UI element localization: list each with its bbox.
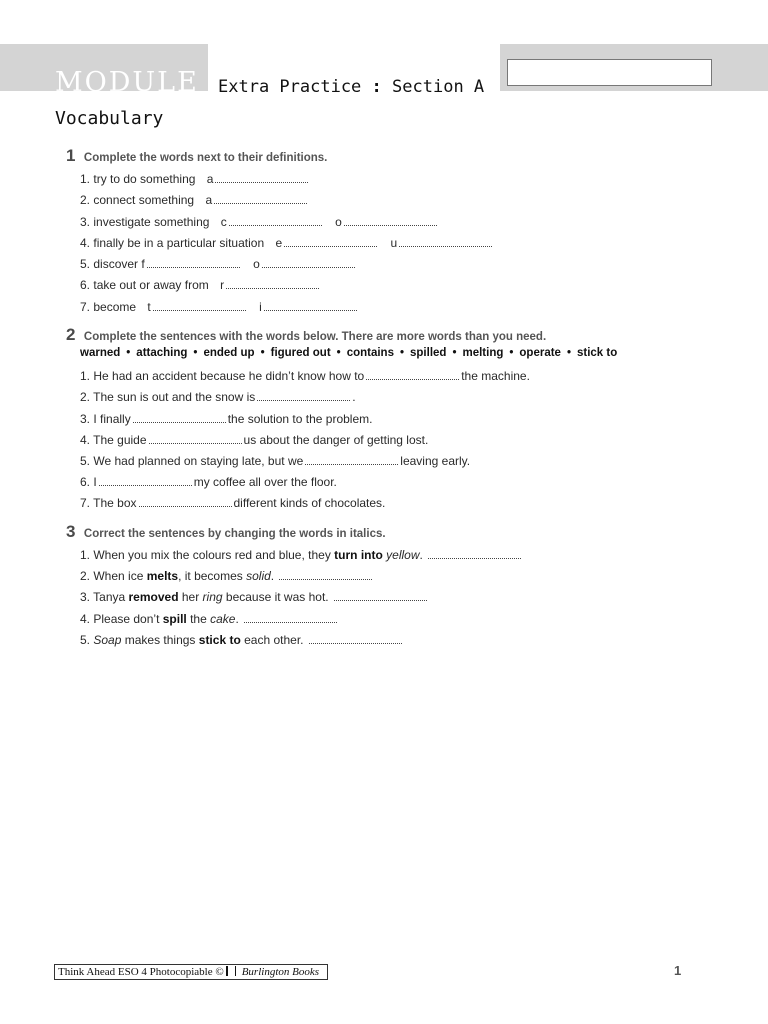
answer-blank[interactable]: [264, 301, 357, 311]
title-left: Extra Practice: [218, 77, 362, 97]
sentence-text: Please don’t: [93, 612, 163, 626]
bold-word: stick to: [198, 633, 241, 647]
exercise-3-item: [80, 613, 339, 625]
module-label: MODULE 2: [55, 67, 229, 98]
word-bank-item: contains: [346, 347, 394, 359]
bold-word: spill: [162, 612, 187, 626]
item-definition: finally be in a particular situation: [93, 236, 265, 250]
word-bank-item: stick to: [576, 347, 618, 359]
item-number: 4.: [80, 612, 91, 626]
word-bank-item: attaching: [136, 347, 188, 359]
sentence-text: .: [270, 569, 275, 583]
answer-blank[interactable]: [226, 279, 319, 289]
sentence-end: the machine.: [461, 369, 530, 383]
italic-word: cake: [210, 612, 236, 626]
sentence-end: my coffee all over the floor.: [193, 475, 337, 489]
answer-blank[interactable]: [428, 549, 521, 559]
item-definition: investigate something: [93, 215, 210, 229]
sentence-start: I finally: [93, 412, 131, 426]
item-number: 5.: [80, 454, 91, 468]
item-number: 7.: [80, 496, 91, 510]
answer-blank[interactable]: [399, 237, 492, 247]
exercise-2-instruction: Complete the sentences with the words below. There are more words than you need.: [83, 331, 547, 343]
answer-blank[interactable]: [366, 370, 459, 380]
item-number: 4.: [80, 236, 91, 250]
bold-word: melts: [146, 569, 179, 583]
sentence-start: The guide: [93, 433, 147, 447]
exercise-1-heading: [66, 147, 327, 165]
answer-blank[interactable]: [309, 634, 402, 644]
word-bank-item: melting: [462, 347, 504, 359]
exercise-3-heading: [66, 523, 386, 541]
exercise-2-heading: [66, 326, 546, 344]
answer-blank[interactable]: [334, 591, 427, 601]
answer-blank[interactable]: [244, 613, 337, 623]
answer-blank[interactable]: [279, 570, 372, 580]
exercise-1-item: [80, 216, 439, 228]
sentence-text: because it was hot.: [222, 590, 329, 604]
word-bank-separator: •: [399, 347, 405, 359]
answer-blank[interactable]: [149, 434, 242, 444]
page-title: [218, 79, 484, 96]
word-bank-separator: •: [193, 347, 198, 359]
word-bank-item: warned: [80, 347, 121, 359]
section-title: Vocabulary: [55, 108, 164, 129]
item-number: 6.: [80, 278, 91, 292]
item-number: 3.: [80, 590, 91, 604]
exercise-1-item: [80, 194, 309, 206]
item-number: 7.: [80, 300, 91, 314]
sentence-text: the: [186, 612, 211, 626]
exercise-2-item: [80, 497, 385, 509]
item-letter: o: [335, 215, 342, 229]
item-number: 5.: [80, 633, 91, 647]
answer-blank[interactable]: [229, 216, 322, 226]
sentence-text: makes things: [121, 633, 199, 647]
sentence-end: .: [352, 390, 356, 404]
item-number: 1.: [80, 172, 91, 186]
exercise-3-item: [80, 591, 429, 603]
answer-blank[interactable]: [147, 258, 240, 268]
item-letter: c: [220, 215, 227, 229]
item-definition: take out or away from: [93, 278, 209, 292]
exercise-1-instruction: Complete the words next to their definitions.: [83, 152, 328, 164]
sentence-text: When ice: [93, 569, 147, 583]
item-definition: become: [93, 300, 137, 314]
exercise-2-number: 2: [66, 325, 76, 344]
exercise-3-number: 3: [66, 522, 76, 541]
word-bank-item: spilled: [410, 347, 447, 359]
title-right: Section A: [392, 77, 485, 97]
item-letter: a: [206, 172, 214, 186]
sentence-text: her: [178, 590, 203, 604]
word-bank-item: ended up: [203, 347, 255, 359]
answer-blank[interactable]: [139, 497, 232, 507]
sentence-end: the solution to the problem.: [227, 412, 373, 426]
answer-blank[interactable]: [284, 237, 377, 247]
sentence-text: .: [235, 612, 239, 626]
item-letter: t: [147, 300, 151, 314]
answer-blank[interactable]: [344, 216, 437, 226]
exercise-2-item: [80, 413, 372, 425]
item-letter: i: [259, 300, 262, 314]
sentence-text: , it becomes: [178, 569, 247, 583]
answer-blank[interactable]: [214, 194, 307, 204]
word-bank-item: operate: [519, 347, 561, 359]
copyright-text: Think Ahead ESO 4 Photocopiable ©: [58, 966, 224, 978]
sentence-start: I: [93, 475, 97, 489]
exercise-2-item: [80, 391, 356, 403]
item-number: 5.: [80, 257, 91, 271]
answer-blank[interactable]: [153, 301, 246, 311]
word-bank: [80, 348, 617, 360]
item-number: 2.: [80, 390, 91, 404]
sentence-text: When you mix the colours red and blue, they: [93, 548, 335, 562]
exercise-2-item: [80, 476, 337, 488]
page-number: 1: [674, 963, 682, 978]
sentence-start: The sun is out and the snow is: [93, 390, 256, 404]
item-definition: connect something: [93, 193, 195, 207]
word-bank-separator: •: [336, 347, 341, 359]
sentence-text: Tanya: [93, 590, 129, 604]
exercise-1-item: [80, 301, 359, 313]
exercise-3-item: [80, 570, 374, 582]
item-definition: try to do something: [93, 172, 196, 186]
sentence-end: different kinds of chocolates.: [233, 496, 386, 510]
exercise-2-item: [80, 434, 428, 446]
name-field[interactable]: [507, 59, 712, 86]
answer-blank[interactable]: [99, 476, 192, 486]
exercise-1-number: 1: [66, 146, 76, 165]
word-bank-separator: •: [260, 347, 265, 359]
item-letter: a: [205, 193, 213, 207]
item-definition: discover: [93, 257, 139, 271]
exercise-3-instruction: Correct the sentences by changing the words in italics.: [83, 528, 386, 540]
word-bank-item: figured out: [270, 347, 331, 359]
item-number: 1.: [80, 369, 91, 383]
item-number: 2.: [80, 193, 91, 207]
item-number: 2.: [80, 569, 91, 583]
item-number: 3.: [80, 412, 91, 426]
word-bank-separator: •: [452, 347, 457, 359]
item-letter: f: [141, 257, 145, 271]
item-letter: e: [275, 236, 283, 250]
bold-word: turn into: [334, 548, 383, 562]
item-number: 4.: [80, 433, 91, 447]
word-bank-separator: •: [126, 347, 131, 359]
item-letter: u: [390, 236, 398, 250]
publisher-logo-icon: [226, 966, 236, 976]
sentence-start: The box: [93, 496, 137, 510]
sentence-text: each other.: [240, 633, 304, 647]
sentence-start: He had an accident because he didn’t know how to: [93, 369, 365, 383]
answer-blank[interactable]: [305, 455, 398, 465]
answer-blank[interactable]: [262, 258, 355, 268]
word-bank-separator: •: [566, 347, 571, 359]
item-number: 6.: [80, 475, 91, 489]
item-number: 3.: [80, 215, 91, 229]
exercise-2-item: [80, 455, 470, 467]
sentence-end: leaving early.: [400, 454, 471, 468]
answer-blank[interactable]: [133, 413, 226, 423]
italic-word: Soap: [93, 633, 122, 647]
bold-word: removed: [128, 590, 179, 604]
italic-word: yellow: [386, 548, 420, 562]
exercise-3-item: [80, 634, 404, 646]
exercise-2-item: [80, 370, 530, 382]
word-bank-separator: •: [509, 347, 514, 359]
title-colon: :: [371, 77, 382, 97]
item-number: 1.: [80, 548, 91, 562]
sentence-end: us about the danger of getting lost.: [243, 433, 429, 447]
exercise-1-item: [80, 237, 494, 249]
sentence-text: .: [419, 548, 423, 562]
italic-word: ring: [202, 590, 223, 604]
exercise-1-item: [80, 279, 321, 291]
answer-blank[interactable]: [215, 173, 308, 183]
exercise-1-item: [80, 258, 357, 270]
footer-copyright: [54, 964, 328, 980]
answer-blank[interactable]: [257, 391, 350, 401]
exercise-1-item: [80, 173, 310, 185]
exercise-3-item: [80, 549, 523, 561]
publisher-name: Burlington Books: [241, 966, 320, 978]
sentence-start: We had planned on staying late, but we: [93, 454, 304, 468]
item-letter: o: [253, 257, 260, 271]
item-letter: r: [220, 278, 225, 292]
italic-word: solid: [246, 569, 271, 583]
